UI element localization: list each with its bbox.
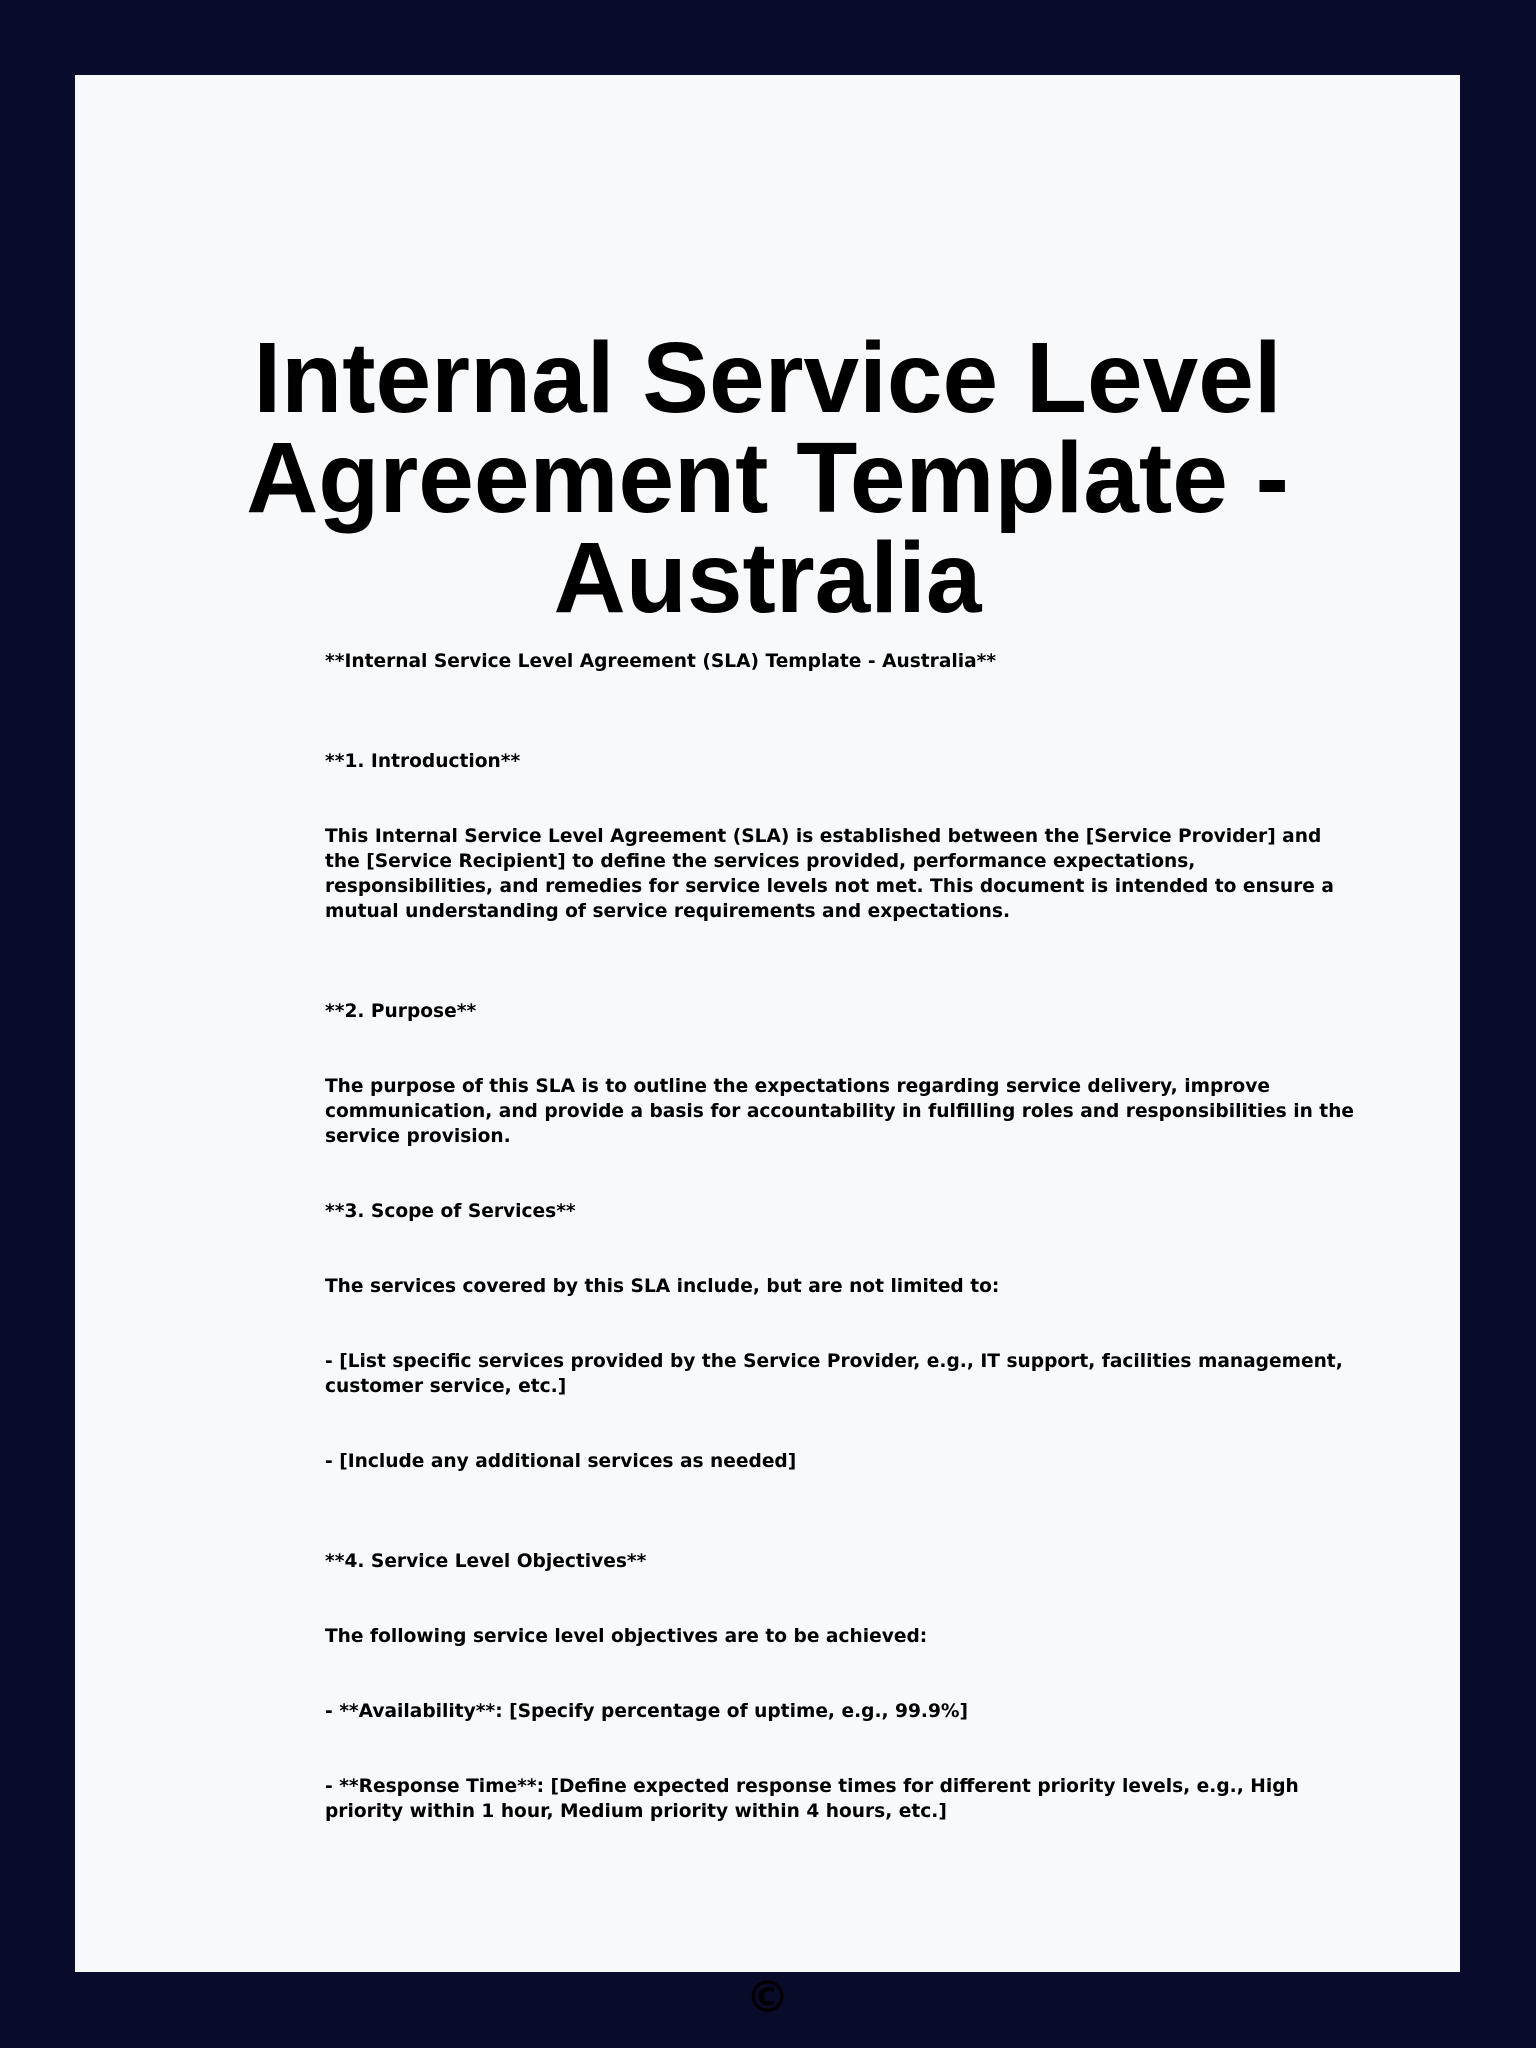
section-4-list-item: - **Response Time**: [Define expected response times for different priority levels, e.g., High priority within 1 hour, Medium priority within 4 hours, etc.] — [325, 1776, 1299, 1822]
section-3-heading: **3. Scope of Services** — [325, 1201, 576, 1222]
section-4-heading: **4. Service Level Objectives** — [325, 1551, 647, 1572]
document-title — [75, 322, 1460, 634]
section-1-heading: **1. Introduction** — [325, 751, 521, 772]
title-line-1: Internal Service Level — [253, 322, 1282, 434]
section-4-list-item: - **Availability**: [Specify percentage of uptime, e.g., 99.9%] — [325, 1701, 969, 1722]
copyright-icon: © — [745, 1972, 790, 2023]
section-2-paragraph: The purpose of this SLA is to outline the expectations regarding service delivery, improve communication, and provide a basis for accountability in fulfilling roles and responsibilities in the service provision. — [325, 1076, 1355, 1147]
section-2-heading: **2. Purpose** — [325, 1001, 477, 1022]
section-3-list-item: - [Include any additional services as needed] — [325, 1451, 797, 1472]
section-1-paragraph: This Internal Service Level Agreement (SLA) is established between the [Service Provider] and the [Service Recipient] to define the services provided, performance expectations, responsibilities, and remedies for service levels not met. This document is intended to ensure a mutual understanding of service requirements and expectations. — [325, 826, 1334, 922]
section-3-list-item: - [List specific services provided by the Service Provider, e.g., IT support, facilities management, customer service, etc.] — [325, 1351, 1343, 1397]
title-line-3: Australia — [553, 522, 982, 634]
section-4-paragraph: The following service level objectives are to be achieved: — [325, 1626, 928, 1647]
section-3-paragraph: The services covered by this SLA include, but are not limited to: — [325, 1276, 1000, 1297]
document-page — [75, 75, 1460, 2023]
document-subtitle: **Internal Service Level Agreement (SLA) Template - Australia** — [325, 651, 997, 672]
title-line-2: Agreement Template - — [246, 422, 1289, 534]
